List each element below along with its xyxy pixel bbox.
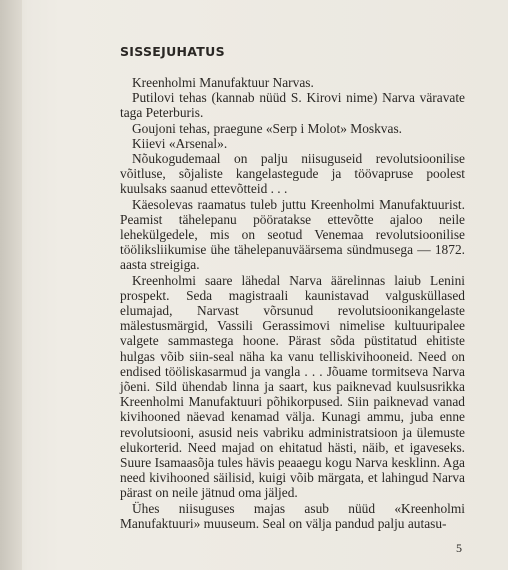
paragraph-7: Kreenholmi saare lähedal Narva äärelinnas laiub Lenini prospekt. Seda magistraali kaunistavad valgusküllased elumajad, Narvast võrsunud revolutsioonikangelaste mälestusmärgid, Vassili Gerassimovi nimelise kultuuripalee valgete sammastega hoone. Pärast sõda püstitatud ehitiste hulgas võib siin-seal näha ka vanu telliskivihooneid. Need on endised tööliskasarmud ja vangla . . . Jõuame tormitseva Narva jõeni. Sild ühendab linna ja saart, kus paiknevad kuulsusrikka Kreenholmi Manufaktuuri põhikorpused. Siin paiknevad vanad kivihooned näevad kenamad välja. Kunagi ammu, juba enne revolutsiooni, asusid neis vabriku administratsioon ja ülemuste elukorterid. Need majad on ehitatud hästi, näib, et igaveseks. Suure Isamaasõja tules hävis peaaegu kogu Narva kesklinn. Aga need kivihooned säilisid, kuigi võib märgata, et lahingud Narva pärast on neile jätnud oma jäljed. — [120, 272, 465, 501]
paragraph-4: Kiievi «Arsenal». — [132, 135, 228, 151]
paragraph-2: Putilovi tehas (kannab nüüd S. Kirovi nime) Narva väravate taga Peterburis. — [120, 90, 465, 121]
paragraph-3: Goujoni tehas, praegune «Serp i Molot» Moskvas. — [132, 120, 403, 136]
text-block — [120, 44, 465, 531]
paragraph-8: Ühes niisuguses majas asub nüüd «Kreenholmi Manufaktuuri» muuseum. Seal on välja pandud palju autasu- — [120, 500, 465, 531]
paragraph-6: Käesolevas raamatus tuleb juttu Kreenholmi Manufaktuurist. Peamist tähelepanu pööratakse ettevõtte ajaloo neile lehekülgedele, mis on seotud Venemaa revolutsioonilise tööliksliikumise ühe tähelepanuväärsema sündmusega — 1872. aasta streigiga. — [120, 196, 465, 273]
page-number: 5 — [456, 541, 462, 555]
chapter-heading: SISSEJUHATUS — [120, 44, 225, 59]
paragraph-5: Nõukogudemaal on palju niisuguseid revolutsioonilise võitluse, sõjaliste kangelastegude ja töövapruse poolest kuulsaks saanud ettevõtteid . . . — [120, 151, 465, 197]
paragraph-1: Kreenholmi Manufaktuur Narvas. — [132, 75, 314, 90]
book-spine-shadow — [0, 0, 22, 570]
